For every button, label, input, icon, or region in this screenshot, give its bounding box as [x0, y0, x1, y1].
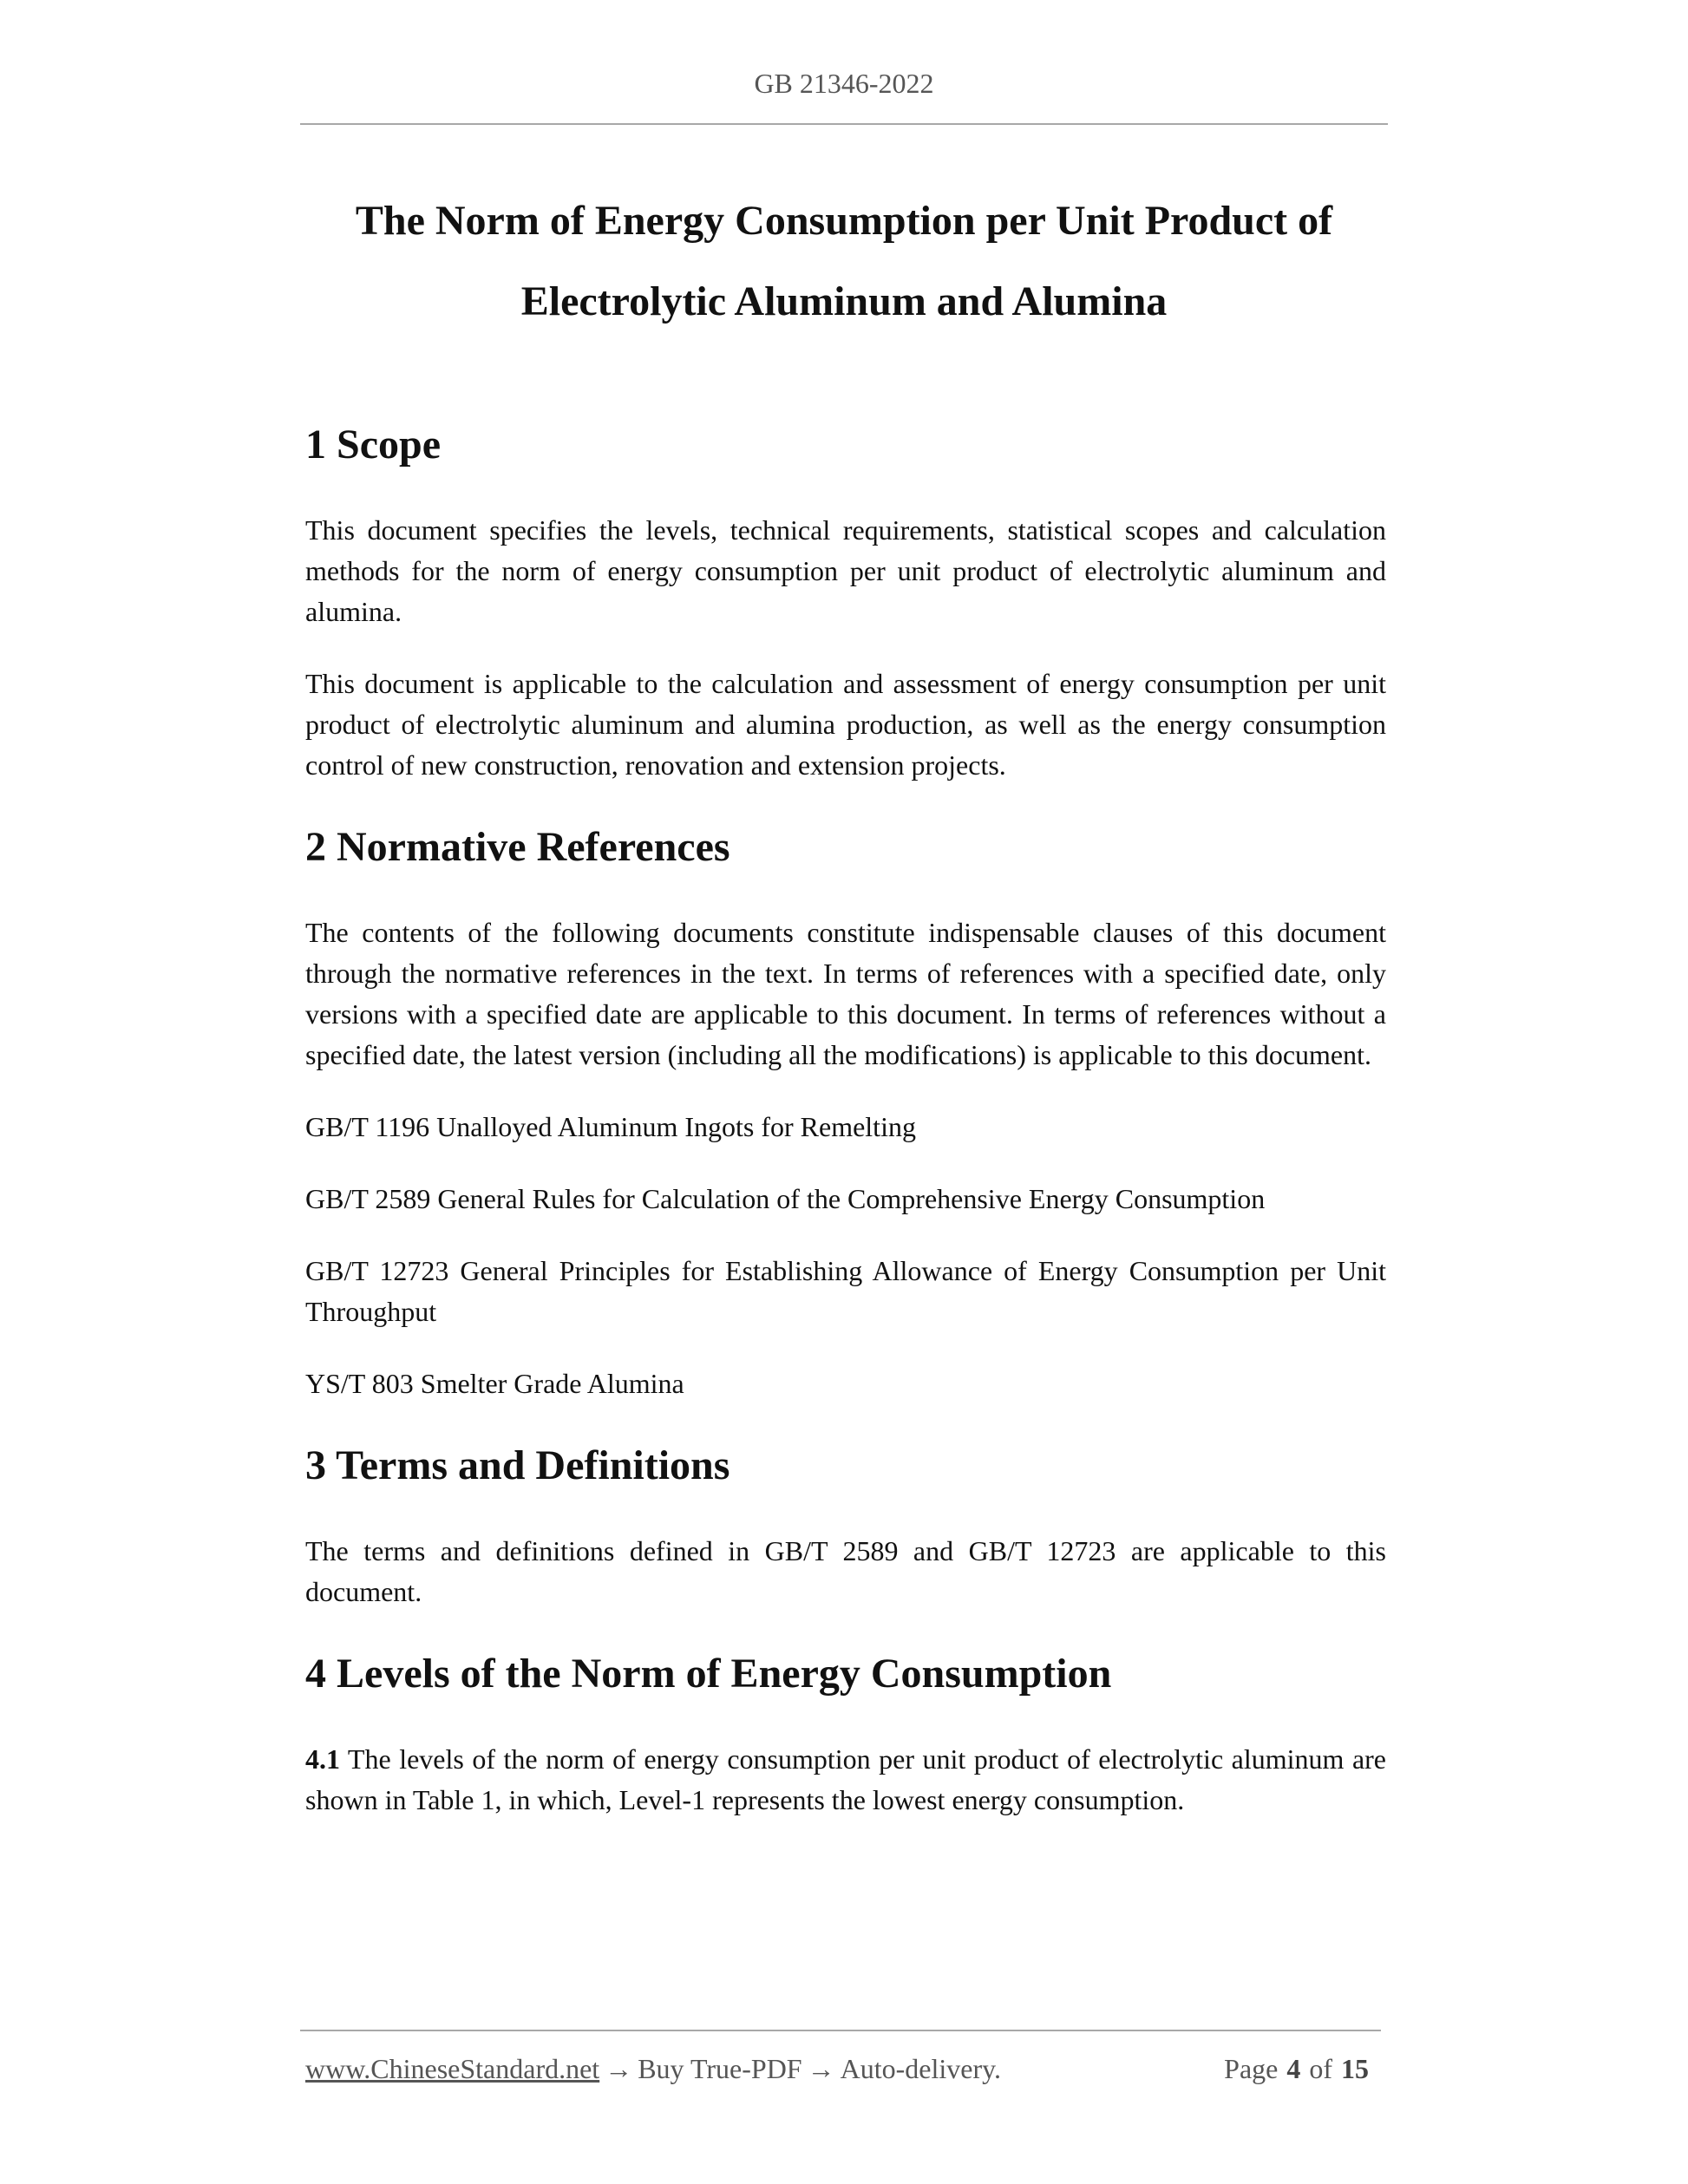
footer-divider: [300, 2030, 1381, 2031]
arrow-right-icon: →: [605, 2053, 633, 2084]
normative-references-intro: The contents of the following documents constitute indispensable clauses of this document through the normative references in the text. In terms of references with a specified date, only versions with a specified date are applicable to this document. In terms of references without a specified date, the latest version (including all the modifications) is applicable to this document.: [305, 917, 1386, 1070]
site-link[interactable]: www.ChineseStandard.net: [305, 2053, 600, 2084]
reference-item: GB/T 2589 General Rules for Calculation of the Comprehensive Energy Consumption: [305, 1183, 1266, 1214]
document-title-line-1: The Norm of Energy Consumption per Unit Product of: [355, 198, 1333, 244]
footer-promo: [305, 2047, 1001, 2090]
document-title: [300, 180, 1388, 342]
buy-pdf-text: Buy True-PDF: [638, 2053, 802, 2084]
running-header: GB 21346-2022: [754, 68, 934, 99]
page-label: Page: [1224, 2053, 1279, 2084]
reference-item: GB/T 12723 General Principles for Establishing Allowance of Energy Consumption per Unit Throughput: [305, 1255, 1386, 1327]
arrow-right-icon: →: [807, 2053, 835, 2084]
clause-4-1: [305, 1739, 1386, 1821]
section-heading-levels: 4 Levels of the Norm of Energy Consumption: [305, 1651, 1112, 1697]
scope-paragraph-2: This document is applicable to the calculation and assessment of energy consumption per unit product of electrolytic aluminum and alumina production, as well as the energy consumption control of new construction, renovation and extension projects.: [305, 668, 1386, 781]
document-body: [305, 415, 1386, 1852]
section-heading-normative-references: 2 Normative References: [305, 824, 730, 870]
auto-delivery-text: Auto-delivery.: [840, 2053, 1002, 2084]
page-indicator: [1224, 2047, 1377, 2090]
clause-text: The levels of the norm of energy consumption per unit product of electrolytic aluminum are shown in Table 1, in which, Level-1 represents the lowest energy consumption.: [305, 1743, 1386, 1815]
header-divider: [300, 123, 1388, 125]
section-heading-terms-definitions: 3 Terms and Definitions: [305, 1442, 730, 1488]
terms-paragraph: The terms and definitions defined in GB/T 2589 and GB/T 12723 are applicable to this document.: [305, 1535, 1386, 1607]
clause-number: 4.1: [305, 1743, 340, 1775]
of-label: of: [1309, 2053, 1332, 2084]
current-page-number: 4: [1286, 2053, 1301, 2084]
reference-item: GB/T 1196 Unalloyed Aluminum Ingots for Remelting: [305, 1111, 916, 1142]
section-heading-scope: 1 Scope: [305, 422, 441, 468]
scope-paragraph-1: This document specifies the levels, technical requirements, statistical scopes and calculation methods for the norm of energy consumption per unit product of electrolytic aluminum and alumina.: [305, 514, 1386, 627]
total-page-number: 15: [1341, 2053, 1369, 2084]
document-title-line-2: Electrolytic Aluminum and Alumina: [520, 278, 1168, 324]
reference-item: YS/T 803 Smelter Grade Alumina: [305, 1368, 684, 1399]
